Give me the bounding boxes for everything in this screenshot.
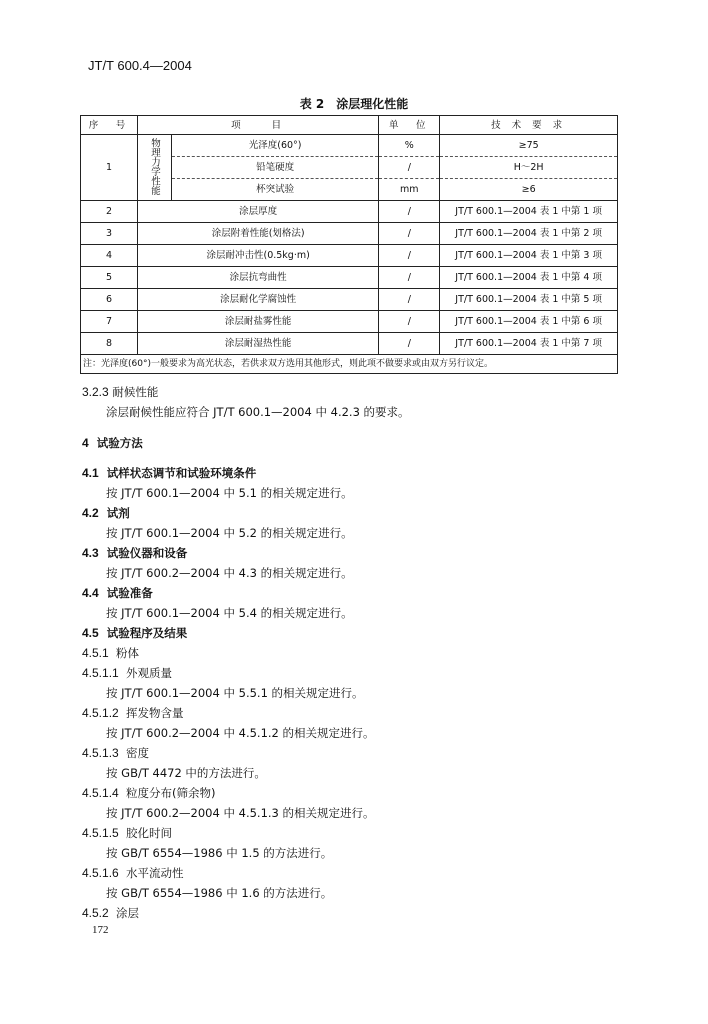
- section-number: 4.3: [82, 546, 99, 560]
- row-number: 3: [81, 223, 138, 245]
- paragraph: 按 JT/T 600.2—2004 中 4.5.1.2 的相关规定进行。: [106, 726, 375, 740]
- section-title: 粉体: [116, 646, 140, 660]
- row-number: 5: [81, 267, 138, 289]
- section-4-5-1-4: [82, 785, 216, 801]
- section-number: 4.5.1.5: [82, 826, 119, 840]
- section-4-1: [82, 465, 256, 481]
- section-title: 试验程序及结果: [106, 626, 188, 640]
- section-title: 外观质量: [126, 666, 173, 680]
- requirement-cell: ≥75: [440, 135, 618, 157]
- item-cell: 涂层耐冲击性(0.5kg·m): [138, 245, 379, 267]
- requirement-cell: JT/T 600.1—2004 表 1 中第 5 项: [440, 289, 618, 311]
- table-header-row: [81, 116, 618, 135]
- paragraph: 按 JT/T 600.2—2004 中 4.5.1.3 的相关规定进行。: [106, 806, 375, 820]
- section-number: 4.2: [82, 506, 99, 520]
- requirement-cell: ≥6: [440, 179, 618, 201]
- section-title: 试剂: [106, 506, 130, 520]
- requirement-cell: JT/T 600.1—2004 表 1 中第 4 项: [440, 267, 618, 289]
- paragraph: 按 GB/T 6554—1986 中 1.5 的方法进行。: [106, 846, 333, 860]
- paragraph: 按 GB/T 6554—1986 中 1.6 的方法进行。: [106, 886, 333, 900]
- section-4-5-1-3: [82, 745, 149, 761]
- unit-cell: /: [379, 223, 440, 245]
- row-number: 7: [81, 311, 138, 333]
- section-title: 试验方法: [96, 436, 143, 450]
- row-number: 2: [81, 201, 138, 223]
- unit-cell: /: [379, 333, 440, 355]
- item-cell: 涂层耐化学腐蚀性: [138, 289, 379, 311]
- paragraph: 按 JT/T 600.1—2004 中 5.1 的相关规定进行。: [106, 486, 353, 500]
- table-row: [81, 223, 618, 245]
- section-title: 挥发物含量: [126, 706, 184, 720]
- properties-table: [80, 115, 618, 374]
- section-title: 试验仪器和设备: [106, 546, 188, 560]
- item-cell: 涂层附着性能(划格法): [138, 223, 379, 245]
- section-3-2-3: [82, 384, 158, 400]
- row-number: 8: [81, 333, 138, 355]
- section-number: 4.5.1.4: [82, 786, 119, 800]
- item-cell: 涂层耐湿热性能: [138, 333, 379, 355]
- section-4-5-1: [82, 645, 139, 661]
- requirement-cell: JT/T 600.1—2004 表 1 中第 3 项: [440, 245, 618, 267]
- table-row: [81, 289, 618, 311]
- unit-cell: /: [379, 311, 440, 333]
- unit-cell: /: [379, 289, 440, 311]
- section-number: 4: [82, 436, 89, 450]
- header-item: 项 目: [138, 116, 379, 135]
- section-title: 耐候性能: [112, 385, 159, 399]
- paragraph: 按 JT/T 600.2—2004 中 4.3 的相关规定进行。: [106, 566, 353, 580]
- table-row: [81, 245, 618, 267]
- table-caption: 表 2 涂层理化性能: [299, 97, 409, 111]
- section-number: 4.5.1.6: [82, 866, 119, 880]
- row-number: 1: [81, 135, 138, 201]
- section-4-5: [82, 625, 187, 641]
- table-row: [81, 267, 618, 289]
- paragraph: 按 JT/T 600.1—2004 中 5.5.1 的相关规定进行。: [106, 686, 364, 700]
- section-4-5-1-5: [82, 825, 172, 841]
- item-cell: 光泽度(60°): [172, 135, 379, 157]
- header-requirement: 技 术 要 求: [440, 116, 618, 135]
- section-4-5-1-1: [82, 665, 172, 681]
- requirement-cell: JT/T 600.1—2004 表 1 中第 1 项: [440, 201, 618, 223]
- group-label-vertical: [138, 135, 172, 201]
- header-unit: 单 位: [379, 116, 440, 135]
- section-title: 水平流动性: [126, 866, 184, 880]
- unit-cell: /: [379, 267, 440, 289]
- row-number: 6: [81, 289, 138, 311]
- section-title: 胶化时间: [126, 826, 173, 840]
- unit-cell: mm: [379, 179, 440, 201]
- table-note: 注：光泽度(60°)一般要求为高光状态，若供求双方选用其他形式，则此项不做要求或由双方另行议定。: [81, 355, 618, 374]
- item-cell: 涂层厚度: [138, 201, 379, 223]
- unit-cell: /: [379, 245, 440, 267]
- table-note-row: [81, 355, 618, 374]
- table-row: [81, 311, 618, 333]
- section-4-5-1-6: [82, 865, 184, 881]
- paragraph: 涂层耐候性能应符合 JT/T 600.1—2004 中 4.2.3 的要求。: [106, 405, 410, 419]
- section-number: 4.5: [82, 626, 99, 640]
- requirement-cell: JT/T 600.1—2004 表 1 中第 6 项: [440, 311, 618, 333]
- item-cell: 杯突试验: [172, 179, 379, 201]
- paragraph: 按 GB/T 4472 中的方法进行。: [106, 766, 266, 780]
- section-4-2: [82, 505, 130, 521]
- section-4-5-1-2: [82, 705, 184, 721]
- section-4-3: [82, 545, 187, 561]
- item-cell: 涂层抗弯曲性: [138, 267, 379, 289]
- section-number: 4.5.1.3: [82, 746, 119, 760]
- table-row: [81, 135, 618, 157]
- requirement-cell: JT/T 600.1—2004 表 1 中第 2 项: [440, 223, 618, 245]
- unit-cell: %: [379, 135, 440, 157]
- section-number: 4.5.1.2: [82, 706, 119, 720]
- paragraph: 按 JT/T 600.1—2004 中 5.2 的相关规定进行。: [106, 526, 353, 540]
- section-title: 试验准备: [106, 586, 153, 600]
- item-cell: 涂层耐盐雾性能: [138, 311, 379, 333]
- section-number: 4.5.1: [82, 646, 109, 660]
- section-number: 4.4: [82, 586, 99, 600]
- unit-cell: /: [379, 201, 440, 223]
- section-4: [82, 435, 143, 451]
- section-number: 4.1: [82, 466, 99, 480]
- paragraph: 按 JT/T 600.1—2004 中 5.4 的相关规定进行。: [106, 606, 353, 620]
- section-title: 涂层: [116, 906, 140, 920]
- section-title: 试样状态调节和试验环境条件: [106, 466, 257, 480]
- requirement-cell: H～2H: [440, 157, 618, 179]
- section-number: 4.5.2: [82, 906, 109, 920]
- table-row: [81, 201, 618, 223]
- unit-cell: /: [379, 157, 440, 179]
- row-number: 4: [81, 245, 138, 267]
- section-4-5-2: [82, 905, 139, 921]
- header-no: 序 号: [81, 116, 138, 135]
- standard-number-header: JT/T 600.4—2004: [88, 58, 192, 73]
- section-4-4: [82, 585, 153, 601]
- section-title: 粒度分布(筛余物): [126, 786, 216, 800]
- table-row: [81, 333, 618, 355]
- item-cell: 铅笔硬度: [172, 157, 379, 179]
- section-title: 密度: [126, 746, 150, 760]
- requirement-cell: JT/T 600.1—2004 表 1 中第 7 项: [440, 333, 618, 355]
- group-label-text: 物理力学性能: [149, 137, 160, 195]
- section-number: 4.5.1.1: [82, 666, 119, 680]
- page-number: 172: [92, 924, 109, 936]
- section-number: 3.2.3: [82, 385, 109, 399]
